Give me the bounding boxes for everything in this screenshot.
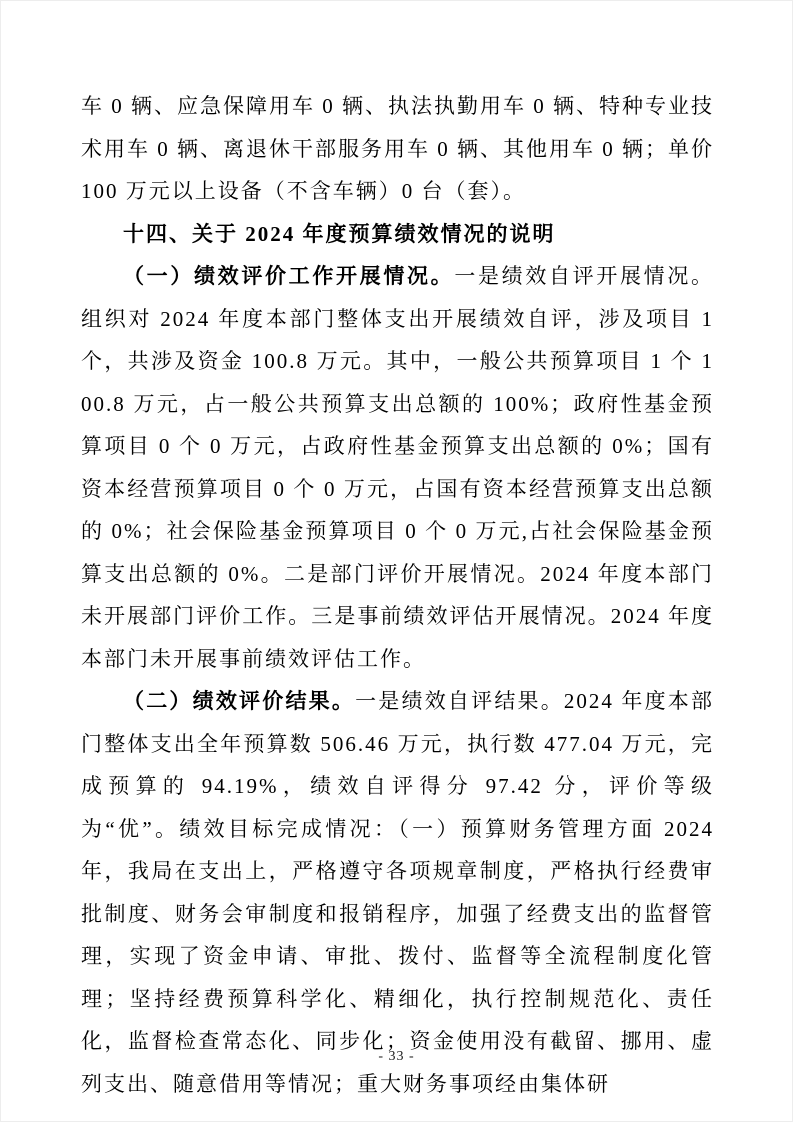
- page-number: - 33 -: [378, 1049, 415, 1064]
- paragraph-text-evaluation-result: 一是绩效自评结果。2024 年度本部门整体支出全年预算数 506.46 万元，执行数 477.04 万元，完成预算的 94.19%，绩效自评得分 97.42 分，评价等级为“优”。绩效目标完成情况：（一）预算财务管理方面 2024 年，我局在支出上，严格遵守各项规章制度，严格执行经费审批制度、财务会审制度和报销程序，加强了经费支出的监督管理，实现了资金申请、审批、拨付、监督等全流程制度化管理；坚持经费预算科学化、精细化，执行控制规范化、责任化，监督检查常态化、同步化；资金使用没有截留、挪用、虚列支出、随意借用等情况；重大财务事项经由集体研: [81, 689, 715, 1096]
- paragraph-performance-evaluation-result: [81, 680, 714, 1105]
- paragraph-text-evaluation-work: 一是绩效自评开展情况。组织对 2024 年度本部门整体支出开展绩效自评，涉及项目 1 个，共涉及资金 100.8 万元。其中，一般公共预算项目 1 个 100.8 万元，占一般公共预算支出总额的 100%；政府性基金预算项目 0 个 0 万元，占政府性基金预算支出总额的 0%；国有资本经营预算项目 0 个 0 万元，占国有资本经营预算支出总额的 0%；社会保险基金预算项目 0 个 0 万元,占社会保险基金预算支出总额的 0%。二是部门评价开展情况。2024 年度本部门未开展部门评价工作。三是事前绩效评估开展情况。2024 年度本部门未开展事前绩效评估工作。: [81, 264, 715, 671]
- paragraph-vehicle-equipment-continuation: 车 0 辆、应急保障用车 0 辆、执法执勤用车 0 辆、特种专业技术用车 0 辆、离退休干部服务用车 0 辆、其他用车 0 辆；单价 100 万元以上设备（不含车辆）0 台（套）。: [81, 94, 714, 203]
- paragraph-lead-evaluation-result: （二）绩效评价结果。: [123, 689, 356, 713]
- section-heading: 十四、关于 2024 年度预算绩效情况的说明: [123, 221, 556, 246]
- paragraph-performance-evaluation-work: [81, 255, 714, 680]
- document-content: [81, 85, 714, 1105]
- paragraph-lead-evaluation-work: （一）绩效评价工作开展情况。: [123, 264, 455, 288]
